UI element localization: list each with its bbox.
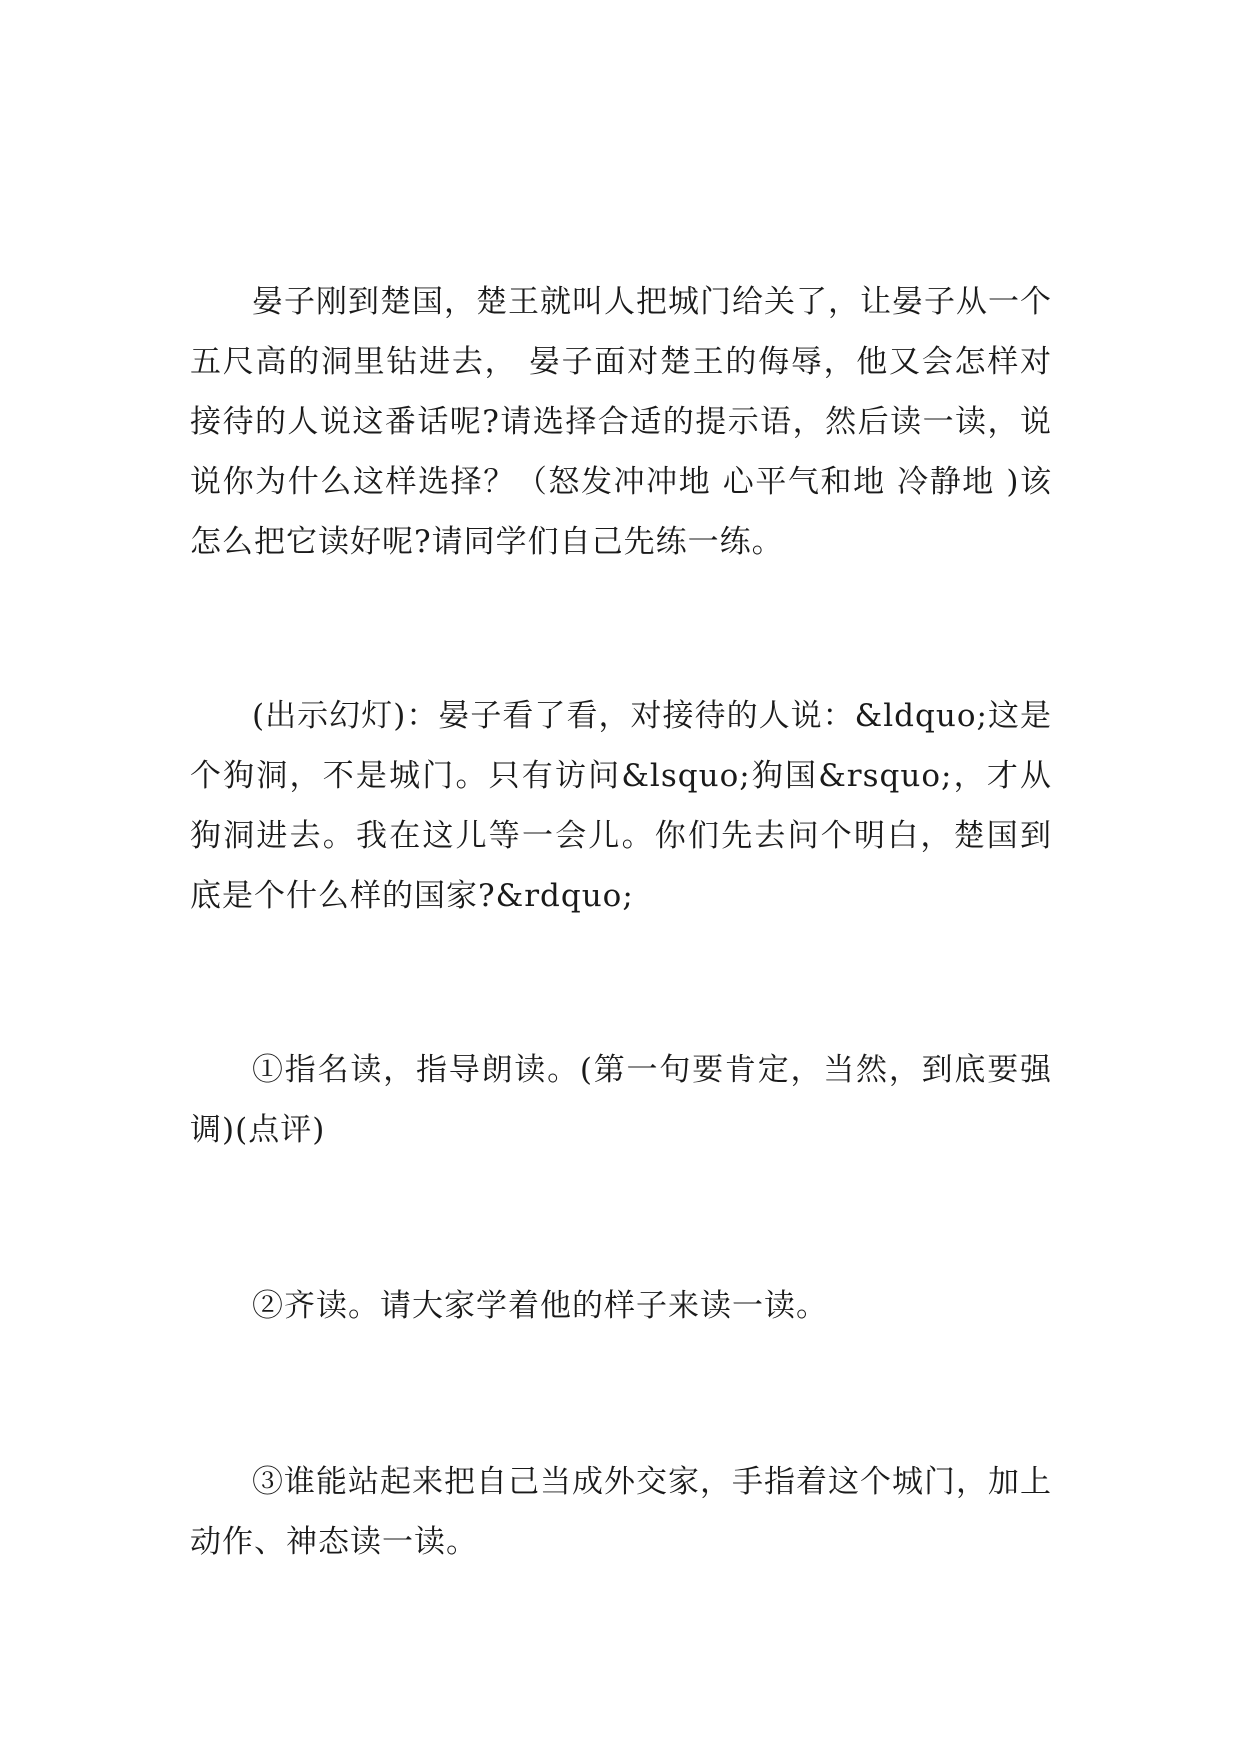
paragraph-step-3: ③谁能站起来把自己当成外交家，手指着这个城门，加上动作、神态读一读。 xyxy=(190,1464,1052,1560)
paragraph-slide-quote: (出示幻灯)：晏子看了看，对接待的人说：&ldquo;这是个狗洞，不是城门。只有访问&lsquo;狗国&rsquo;，才从狗洞进去。我在这儿等一会儿。你们先去问个明白，楚国到底是个什么样的国家?&rdquo; xyxy=(190,698,1052,914)
paragraph-step-2: ②齐读。请大家学着他的样子来读一读。 xyxy=(252,1288,828,1324)
paragraph-intro: 晏子刚到楚国，楚王就叫人把城门给关了，让晏子从一个五尺高的洞里钻进去， 晏子面对楚王的侮辱，他又会怎样对接待的人说这番话呢?请选择合适的提示语，然后读一读，说说你为什么这样选择？（怒发冲冲地 心平气和地 冷静地 )该怎么把它读好呢?请同学们自己先练一练。 xyxy=(190,284,1052,560)
paragraph-step-1: ①指名读，指导朗读。(第一句要肯定，当然，到底要强调)(点评) xyxy=(190,1052,1052,1148)
